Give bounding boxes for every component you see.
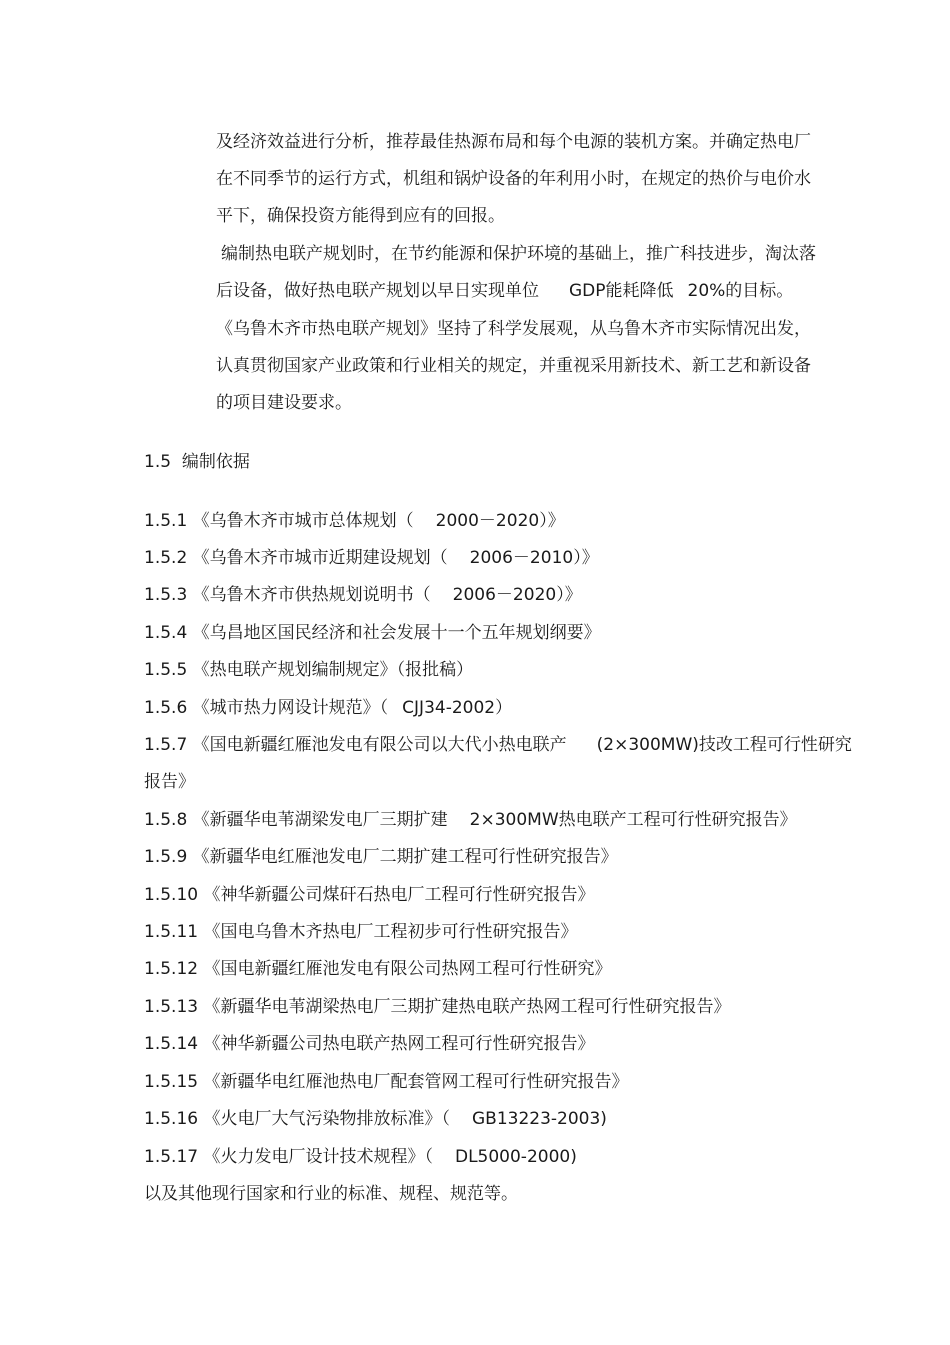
reference-item: [144, 884, 594, 906]
reference-title: 《乌鲁木齐市供热规划说明书（: [192, 585, 431, 605]
section-title: 编制依据: [181, 452, 250, 472]
body-line-2: 在不同季节的运行方式，机组和锅炉设备的年利用小时，在规定的热价与电价水: [216, 169, 811, 189]
reference-item: [144, 996, 730, 1018]
reference-detail: 2006－2010）》: [469, 548, 599, 568]
body-line-5-percent: 20%的目标。: [687, 281, 794, 301]
reference-item: [144, 510, 565, 532]
reference-item: [144, 1146, 577, 1168]
reference-number: 1.5.7: [144, 735, 188, 755]
section-number: 1.5: [144, 452, 172, 472]
reference-detail: CJJ34-2002）: [402, 698, 513, 718]
reference-number: 1.5.2: [144, 548, 188, 568]
reference-title: 《新疆华电红雁池热电厂配套管网工程可行性研究报告》: [203, 1072, 629, 1092]
reference-title: 《新疆华电苇湖梁热电厂三期扩建热电联产热网工程可行性研究报告》: [203, 997, 731, 1017]
body-line-3: 平下，确保投资方能得到应有的回报。: [216, 206, 505, 226]
reference-detail: 2000－2020）》: [435, 511, 565, 531]
reference-title: 《国电新疆红雁池发电有限公司热网工程可行性研究》: [203, 959, 612, 979]
reference-title: 《国电新疆红雁池发电有限公司以大代小热电联产: [192, 735, 567, 755]
reference-detail: 2×300MW热电联产工程可行性研究报告》: [469, 810, 797, 830]
reference-title: 《火电厂大气污染物排放标准》（: [203, 1109, 450, 1129]
reference-number: 1.5.6: [144, 698, 188, 718]
reference-number: 1.5.9: [144, 847, 188, 867]
reference-detail: DL5000-2000): [454, 1147, 577, 1167]
section-heading: [144, 451, 250, 473]
reference-item: [144, 809, 797, 831]
reference-item: [144, 1108, 607, 1130]
reference-detail: (2×300MW)技改工程可行性研究: [596, 735, 852, 755]
reference-number: 1.5.10: [144, 885, 199, 905]
reference-item-continuation: [144, 771, 195, 793]
reference-item: [144, 697, 512, 719]
reference-item: [144, 846, 618, 868]
reference-number: 1.5.14: [144, 1034, 199, 1054]
reference-detail: 2006－2020）》: [452, 585, 582, 605]
reference-title: 报告》: [144, 772, 195, 792]
reference-title: 《热电联产规划编制规定》（报批稿）: [192, 660, 474, 680]
reference-title: 《国电乌鲁木齐热电厂工程初步可行性研究报告》: [203, 922, 578, 942]
reference-item: [144, 622, 601, 644]
reference-item: [144, 734, 852, 756]
reference-title: 《火力发电厂设计技术规程》（: [203, 1147, 433, 1167]
reference-item: [144, 584, 582, 606]
body-line-4: 编制热电联产规划时，在节约能源和保护环境的基础上，推广科技进步，淘汰落: [221, 244, 816, 264]
reference-number: 1.5.17: [144, 1147, 199, 1167]
body-line-8: 的项目建设要求。: [216, 393, 352, 413]
reference-number: 1.5.8: [144, 810, 188, 830]
reference-number: 1.5.11: [144, 922, 199, 942]
reference-number: 1.5.12: [144, 959, 199, 979]
reference-number: 1.5.5: [144, 660, 188, 680]
body-line-7: 认真贯彻国家产业政策和行业相关的规定，并重视采用新技术、新工艺和新设备: [216, 356, 811, 376]
closing-line: 以及其他现行国家和行业的标准、规程、规范等。: [144, 1184, 518, 1204]
reference-item: [144, 659, 473, 681]
reference-detail: GB13223-2003): [471, 1109, 607, 1129]
body-line-1: 及经济效益进行分析，推荐最佳热源布局和每个电源的装机方案。并确定热电厂: [216, 132, 811, 152]
reference-item: [144, 547, 599, 569]
reference-number: 1.5.4: [144, 623, 188, 643]
reference-number: 1.5.13: [144, 997, 199, 1017]
reference-title: 《新疆华电苇湖梁发电厂三期扩建: [192, 810, 448, 830]
reference-number: 1.5.15: [144, 1072, 199, 1092]
reference-number: 1.5.1: [144, 511, 188, 531]
reference-item: [144, 1033, 594, 1055]
reference-item: [144, 921, 577, 943]
reference-number: 1.5.16: [144, 1109, 199, 1129]
body-line-5-text: 后设备，做好热电联产规划以早日实现单位: [216, 281, 539, 301]
reference-number: 1.5.3: [144, 585, 188, 605]
body-line-5: [216, 280, 793, 302]
reference-item: [144, 1071, 628, 1093]
reference-title: 《神华新疆公司煤矸石热电厂工程可行性研究报告》: [203, 885, 595, 905]
reference-title: 《神华新疆公司热电联产热网工程可行性研究报告》: [203, 1034, 595, 1054]
reference-title: 《乌昌地区国民经济和社会发展十一个五年规划纲要》: [192, 623, 601, 643]
body-line-5-gdp: GDP能耗降低: [569, 281, 674, 301]
reference-title: 《乌鲁木齐市城市总体规划（: [192, 511, 414, 531]
reference-item: [144, 958, 611, 980]
reference-title: 《城市热力网设计规范》（: [192, 698, 389, 718]
reference-title: 《乌鲁木齐市城市近期建设规划（: [192, 548, 448, 568]
reference-title: 《新疆华电红雁池发电厂二期扩建工程可行性研究报告》: [192, 847, 618, 867]
body-line-6: 《乌鲁木齐市热电联产规划》坚持了科学发展观，从乌鲁木齐市实际情况出发，: [216, 319, 811, 339]
